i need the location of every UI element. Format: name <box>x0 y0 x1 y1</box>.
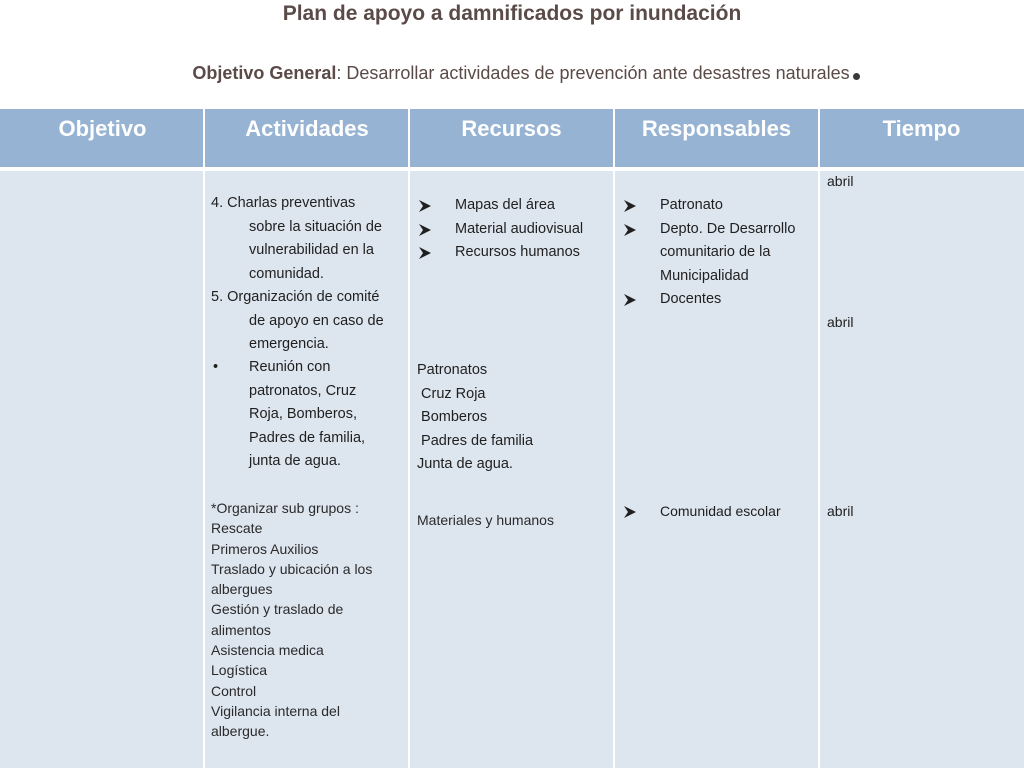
subgroup-line: Control <box>211 682 257 699</box>
column-divider <box>203 109 205 768</box>
responsible-list <box>622 194 814 312</box>
resource-item <box>417 241 609 265</box>
resource-item-label: Mapas del área <box>455 197 555 213</box>
activity-line: junta de agua. <box>249 453 341 469</box>
header-responsables-label: Responsables <box>641 115 792 141</box>
header-divider <box>0 167 1024 171</box>
activity-item-4 <box>211 192 403 286</box>
page-title: Plan de apoyo a damnificados por inundación <box>282 2 742 25</box>
responsible-line: Municipalidad <box>660 267 749 284</box>
resource-group <box>417 359 609 477</box>
resource-item-label: Material audiovisual <box>455 220 584 237</box>
activity-line: 5. Organización de comité <box>211 289 380 305</box>
subgroup-line: *Organizar sub grupos : <box>211 500 359 516</box>
activity-line: Roja, Bomberos, <box>249 406 357 422</box>
header-objetivo-label: Objetivo <box>58 115 147 141</box>
resource-group-line: Padres de familia <box>417 432 534 449</box>
arrow-bullet-icon <box>624 200 636 212</box>
resource-item <box>417 194 609 218</box>
objective-text: Desarrollar actividades de prevención ante desastres naturales <box>341 63 850 83</box>
subgroup-line: Asistencia medica <box>211 642 324 659</box>
time-value: abril <box>827 173 854 189</box>
responsible-item <box>622 218 814 242</box>
activity-line: sobre la situación de <box>249 218 382 235</box>
header-actividades <box>205 109 409 168</box>
header-recursos <box>409 109 614 168</box>
responsible-item <box>622 288 814 312</box>
activity-line: emergencia. <box>249 336 329 352</box>
activity-line: patronatos, Cruz <box>249 382 357 399</box>
header-recursos-label: Recursos <box>461 115 562 141</box>
resource-group-line: Cruz Roja <box>417 385 486 402</box>
resource-extra: Materiales y humanos <box>417 512 554 528</box>
subgroup-line: albergues <box>211 581 273 598</box>
plan-table <box>0 109 1024 768</box>
subgroup-line: albergue. <box>211 723 270 740</box>
bullet-icon: • <box>213 359 219 375</box>
resource-group-line: Junta de agua. <box>417 456 513 472</box>
time-value: abril <box>827 314 854 330</box>
resource-item-label: Recursos humanos <box>455 244 580 260</box>
header-actividades-label: Actividades <box>245 115 369 141</box>
subgroup-line: Traslado y ubicación a los <box>211 560 373 577</box>
header-responsables <box>614 109 819 168</box>
general-objective <box>0 63 1024 84</box>
activity-subgroups <box>211 498 403 742</box>
column-divider <box>818 109 820 768</box>
header-objetivo <box>0 109 205 168</box>
activity-line: de apoyo en caso de <box>249 312 384 329</box>
arrow-bullet-icon <box>624 506 636 518</box>
activity-line: comunidad. <box>249 265 324 282</box>
subgroup-line: Vigilancia interna del <box>211 702 340 719</box>
resource-group-line: Patronatos <box>417 362 488 378</box>
time-value: abril <box>827 503 854 519</box>
activity-item-5 <box>211 286 403 357</box>
activity-line: 4. Charlas preventivas <box>211 195 356 211</box>
subgroup-line: Logística <box>211 662 268 679</box>
responsible-line: comunitario de la <box>660 244 771 260</box>
responsible-item-label: Depto. De Desarrollo <box>660 220 796 237</box>
activity-line: Padres de familia, <box>249 429 366 446</box>
responsible-extra-label: Comunidad escolar <box>660 503 781 519</box>
responsible-extra <box>622 500 852 524</box>
bullet-dot-icon <box>853 73 860 80</box>
activity-line: vulnerabilidad en la <box>249 242 374 258</box>
responsible-item <box>622 194 814 218</box>
arrow-bullet-icon <box>419 200 431 212</box>
arrow-bullet-icon <box>624 294 636 306</box>
objective-colon: : <box>336 63 342 83</box>
subgroup-line: Gestión y traslado de <box>211 601 344 618</box>
activity-bullet <box>211 356 403 474</box>
responsible-item-label: Patronato <box>660 197 723 213</box>
arrow-bullet-icon <box>419 247 431 259</box>
arrow-bullet-icon <box>624 224 636 236</box>
resource-item <box>417 218 609 242</box>
activity-line-text: Reunión con <box>249 359 331 375</box>
activity-line <box>211 356 403 380</box>
arrow-bullet-icon <box>419 224 431 236</box>
subgroup-line: Primeros Auxilios <box>211 540 319 557</box>
resource-group-line: Bomberos <box>417 409 488 425</box>
subgroup-line: Rescate <box>211 520 263 537</box>
subgroup-line: alimentos <box>211 621 271 638</box>
objective-label: Objetivo General <box>192 63 337 83</box>
column-divider <box>613 109 615 768</box>
column-divider <box>408 109 410 768</box>
header-tiempo <box>819 109 1024 168</box>
header-tiempo-label: Tiempo <box>882 115 961 141</box>
resource-list <box>417 194 609 265</box>
responsible-item-label: Docentes <box>660 291 722 307</box>
